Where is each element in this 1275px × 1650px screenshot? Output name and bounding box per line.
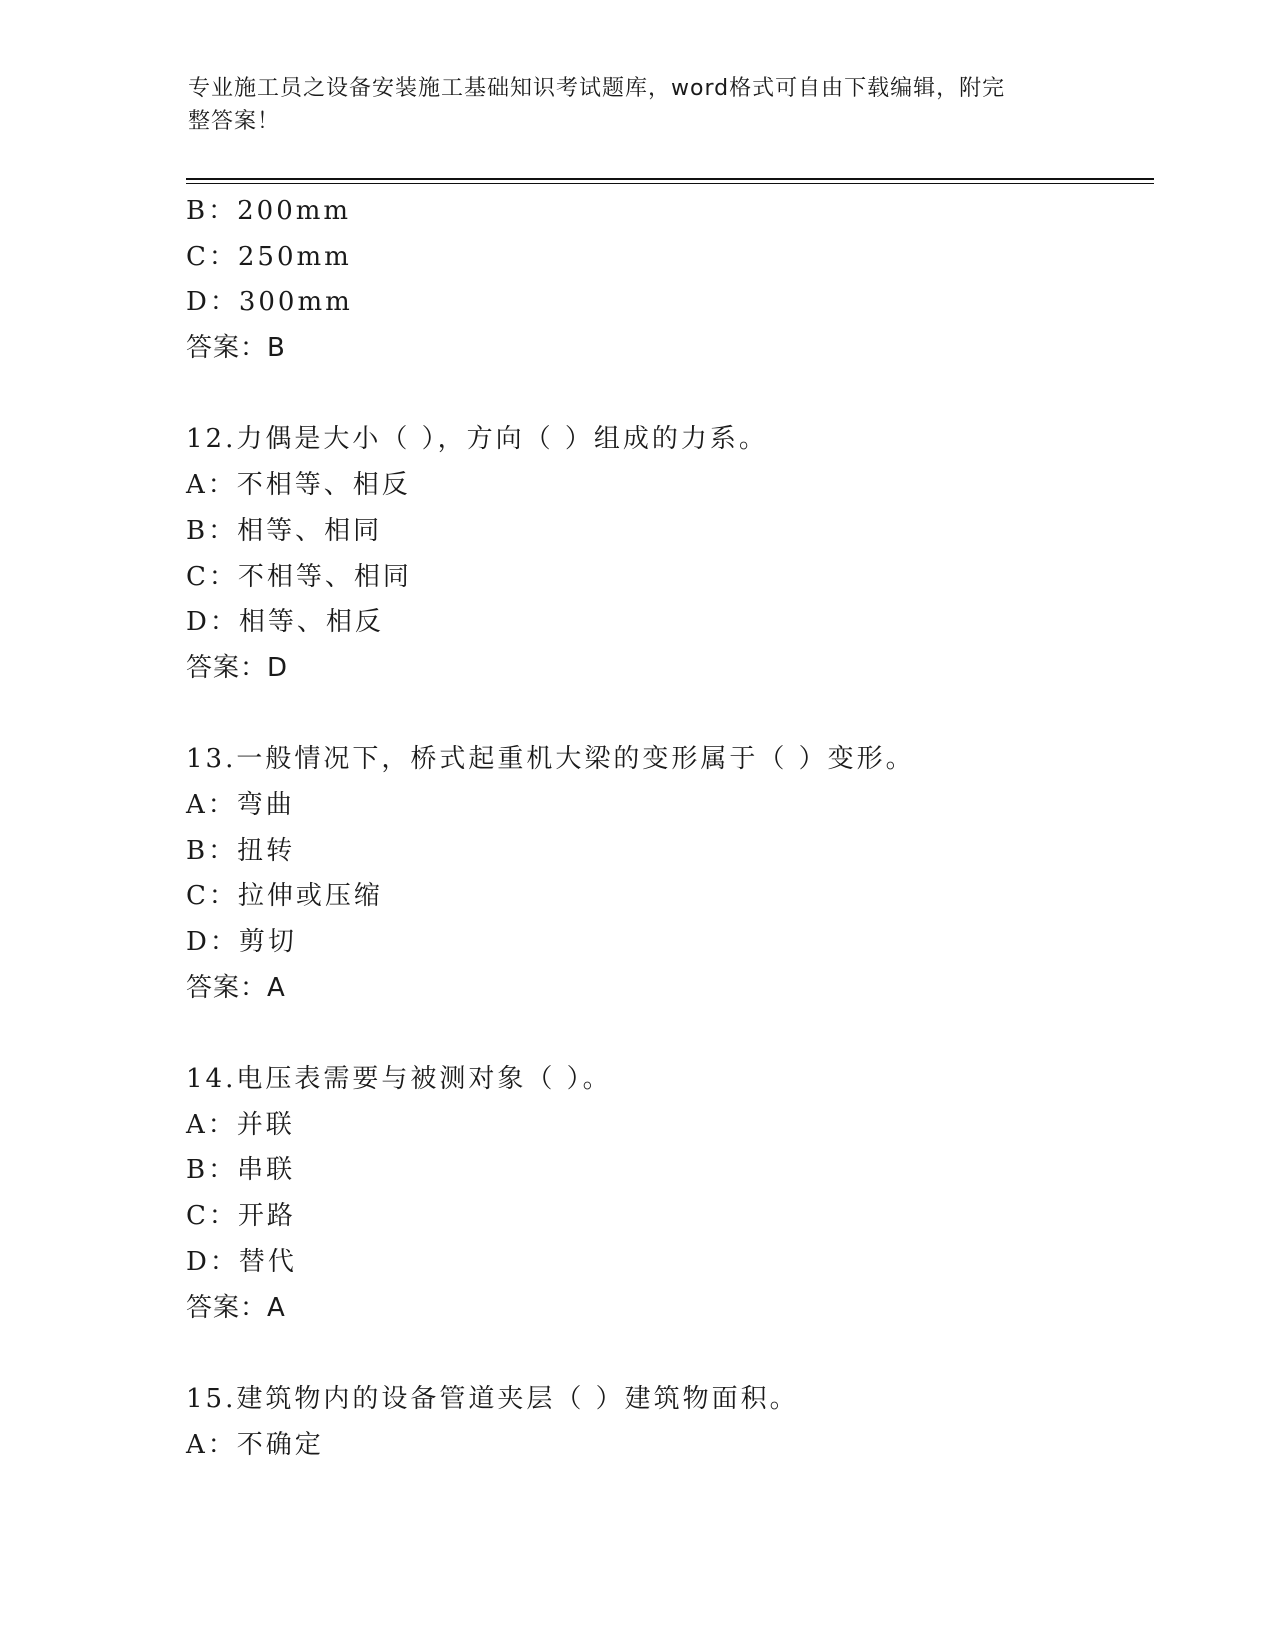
option-b: B：相等、相同 xyxy=(186,515,383,546)
header-divider-thick xyxy=(186,178,1154,180)
option-b: B：200mm xyxy=(186,196,352,226)
option-c: C：拉伸或压缩 xyxy=(186,881,383,912)
page-header xyxy=(188,72,1068,138)
question-stem: 12.力偶是大小（ ），方向（ ）组成的力系。 xyxy=(186,424,768,455)
question-12 xyxy=(186,416,1146,690)
answer-line: 答案：A xyxy=(186,1292,286,1323)
answer-line: 答案：A xyxy=(186,972,286,1003)
question-list xyxy=(186,188,1146,1467)
option-a: A：弯曲 xyxy=(186,789,295,820)
answer-line: 答案：D xyxy=(186,652,289,683)
spacer xyxy=(186,371,1146,417)
option-d: D：相等、相反 xyxy=(186,607,384,638)
option-c: C：开路 xyxy=(186,1201,296,1232)
question-15 xyxy=(186,1376,1146,1467)
question-stem: 13.一般情况下，桥式起重机大梁的变形属于（ ）变形。 xyxy=(186,744,915,775)
option-a: A：不相等、相反 xyxy=(186,470,411,501)
answer-line: 答案：B xyxy=(186,333,286,364)
header-divider-thin xyxy=(186,183,1154,184)
option-d: D：剪切 xyxy=(186,927,297,957)
question-11-continued xyxy=(186,188,1146,371)
option-d: D：300mm xyxy=(186,287,353,318)
header-line-2: 整答案！ xyxy=(188,109,281,134)
question-13 xyxy=(186,736,1146,1010)
option-a: A：不确定 xyxy=(186,1429,324,1460)
option-d: D：替代 xyxy=(186,1246,297,1277)
option-b: B：扭转 xyxy=(186,835,296,866)
spacer xyxy=(186,1330,1146,1376)
header-line-1: 专业施工员之设备安装施工基础知识考试题库，word格式可自由下载编辑，附完 xyxy=(188,76,1006,101)
question-14 xyxy=(186,1056,1146,1330)
option-c: C：250mm xyxy=(186,241,352,272)
question-stem: 15.建筑物内的设备管道夹层（ ）建筑物面积。 xyxy=(186,1383,799,1414)
spacer xyxy=(186,691,1146,737)
question-stem: 14.电压表需要与被测对象（ ）。 xyxy=(186,1064,612,1095)
option-a: A：并联 xyxy=(186,1109,295,1140)
option-b: B：串联 xyxy=(186,1155,296,1186)
option-c: C：不相等、相同 xyxy=(186,561,412,592)
spacer xyxy=(186,1010,1146,1056)
